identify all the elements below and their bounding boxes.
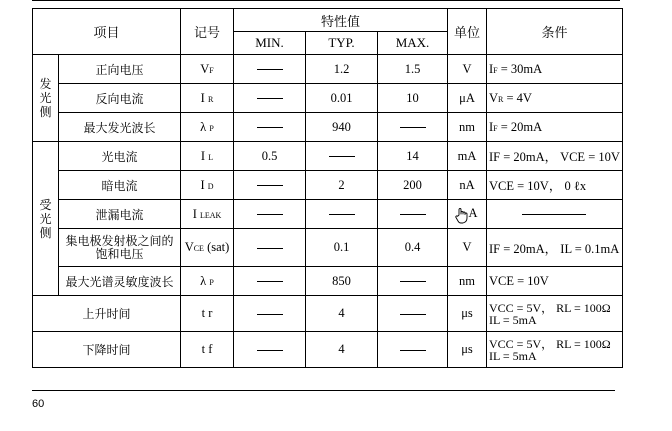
min-cell: 0.5 xyxy=(234,142,306,171)
typ-cell: 4 xyxy=(306,332,378,368)
table-row xyxy=(33,296,623,332)
header-item: 项目 xyxy=(33,9,181,55)
condition-cell: VCC = 5V， RL = 100Ω IL = 5mA xyxy=(487,332,623,368)
header-typ: TYP. xyxy=(306,32,378,55)
table-row xyxy=(33,332,623,368)
top-rule xyxy=(32,0,620,7)
group-label-emitter: 发 光 侧 xyxy=(33,55,59,142)
condition-cell: IF = 20mA， VCE = 10V xyxy=(487,142,623,171)
unit-cell: nm xyxy=(448,267,487,296)
typ-cell: 0.01 xyxy=(306,84,378,113)
header-row-1 xyxy=(33,9,623,32)
condition-cell: VCE = 10V xyxy=(487,267,623,296)
max-cell: 0.4 xyxy=(378,229,448,267)
condition-cell: VCC = 5V， RL = 100Ω IL = 5mA xyxy=(487,296,623,332)
condition-cell xyxy=(487,200,623,229)
item-cell: 暗电流 xyxy=(59,171,181,200)
min-cell xyxy=(234,332,306,368)
table-row xyxy=(33,200,623,229)
table-row xyxy=(33,113,623,142)
header-symbol: 记号 xyxy=(181,9,234,55)
symbol-cell: I LEAK xyxy=(181,200,234,229)
symbol-cell: VF xyxy=(181,55,234,84)
footer-rule xyxy=(32,390,615,391)
header-condition: 条件 xyxy=(487,9,623,55)
unit-cell: μs xyxy=(448,332,487,368)
table-row xyxy=(33,55,623,84)
min-cell xyxy=(234,171,306,200)
characteristics-table xyxy=(32,8,623,368)
table-row xyxy=(33,84,623,113)
symbol-cell: λ P xyxy=(181,267,234,296)
item-cell: 最大发光波长 xyxy=(59,113,181,142)
max-cell xyxy=(378,332,448,368)
unit-cell: μs xyxy=(448,296,487,332)
max-cell: 14 xyxy=(378,142,448,171)
symbol-cell: t f xyxy=(181,332,234,368)
min-cell xyxy=(234,267,306,296)
unit-cell: μA xyxy=(448,84,487,113)
table-row xyxy=(33,171,623,200)
unit-cell: A xyxy=(448,200,487,229)
typ-cell xyxy=(306,142,378,171)
typ-cell: 940 xyxy=(306,113,378,142)
max-cell xyxy=(378,296,448,332)
header-max: MAX. xyxy=(378,32,448,55)
item-cell: 正向电压 xyxy=(59,55,181,84)
header-unit: 单位 xyxy=(448,9,487,55)
max-cell: 10 xyxy=(378,84,448,113)
page-number: 60 xyxy=(32,398,45,410)
item-cell: 光电流 xyxy=(59,142,181,171)
condition-cell: VCE = 10V， 0 ℓx xyxy=(487,171,623,200)
table-row xyxy=(33,142,623,171)
table-row xyxy=(33,229,623,267)
condition-cell: VR = 4V xyxy=(487,84,623,113)
table-row xyxy=(33,267,623,296)
min-cell xyxy=(234,200,306,229)
unit-cell: nA xyxy=(448,171,487,200)
max-cell xyxy=(378,267,448,296)
symbol-cell: VCE (sat) xyxy=(181,229,234,267)
symbol-cell: I D xyxy=(181,171,234,200)
symbol-cell: λ P xyxy=(181,113,234,142)
unit-cell: V xyxy=(448,55,487,84)
header-min: MIN. xyxy=(234,32,306,55)
unit-cell: mA xyxy=(448,142,487,171)
typ-cell: 2 xyxy=(306,171,378,200)
symbol-cell: I R xyxy=(181,84,234,113)
unit-cell: V xyxy=(448,229,487,267)
min-cell xyxy=(234,113,306,142)
unit-cell: nm xyxy=(448,113,487,142)
min-cell xyxy=(234,296,306,332)
condition-cell: IF = 30mA xyxy=(487,55,623,84)
symbol-cell: t r xyxy=(181,296,234,332)
symbol-cell: I L xyxy=(181,142,234,171)
typ-cell: 4 xyxy=(306,296,378,332)
min-cell xyxy=(234,84,306,113)
group-label-receiver: 受 光 侧 xyxy=(33,142,59,296)
item-cell: 上升时间 xyxy=(33,296,181,332)
max-cell: 1.5 xyxy=(378,55,448,84)
typ-cell: 1.2 xyxy=(306,55,378,84)
header-characteristics: 特性值 xyxy=(234,9,448,32)
max-cell xyxy=(378,200,448,229)
min-cell xyxy=(234,55,306,84)
typ-cell xyxy=(306,200,378,229)
max-cell xyxy=(378,113,448,142)
item-cell: 下降时间 xyxy=(33,332,181,368)
item-cell: 反向电流 xyxy=(59,84,181,113)
max-cell: 200 xyxy=(378,171,448,200)
hand-pointer-icon xyxy=(456,208,468,222)
typ-cell: 0.1 xyxy=(306,229,378,267)
item-cell: 集电极发射极之间的饱和电压 xyxy=(59,229,181,267)
item-cell: 泄漏电流 xyxy=(59,200,181,229)
item-cell: 最大光谱灵敏度波长 xyxy=(59,267,181,296)
typ-cell: 850 xyxy=(306,267,378,296)
condition-cell: IF = 20mA， IL = 0.1mA xyxy=(487,229,623,267)
condition-cell: IF = 20mA xyxy=(487,113,623,142)
min-cell xyxy=(234,229,306,267)
